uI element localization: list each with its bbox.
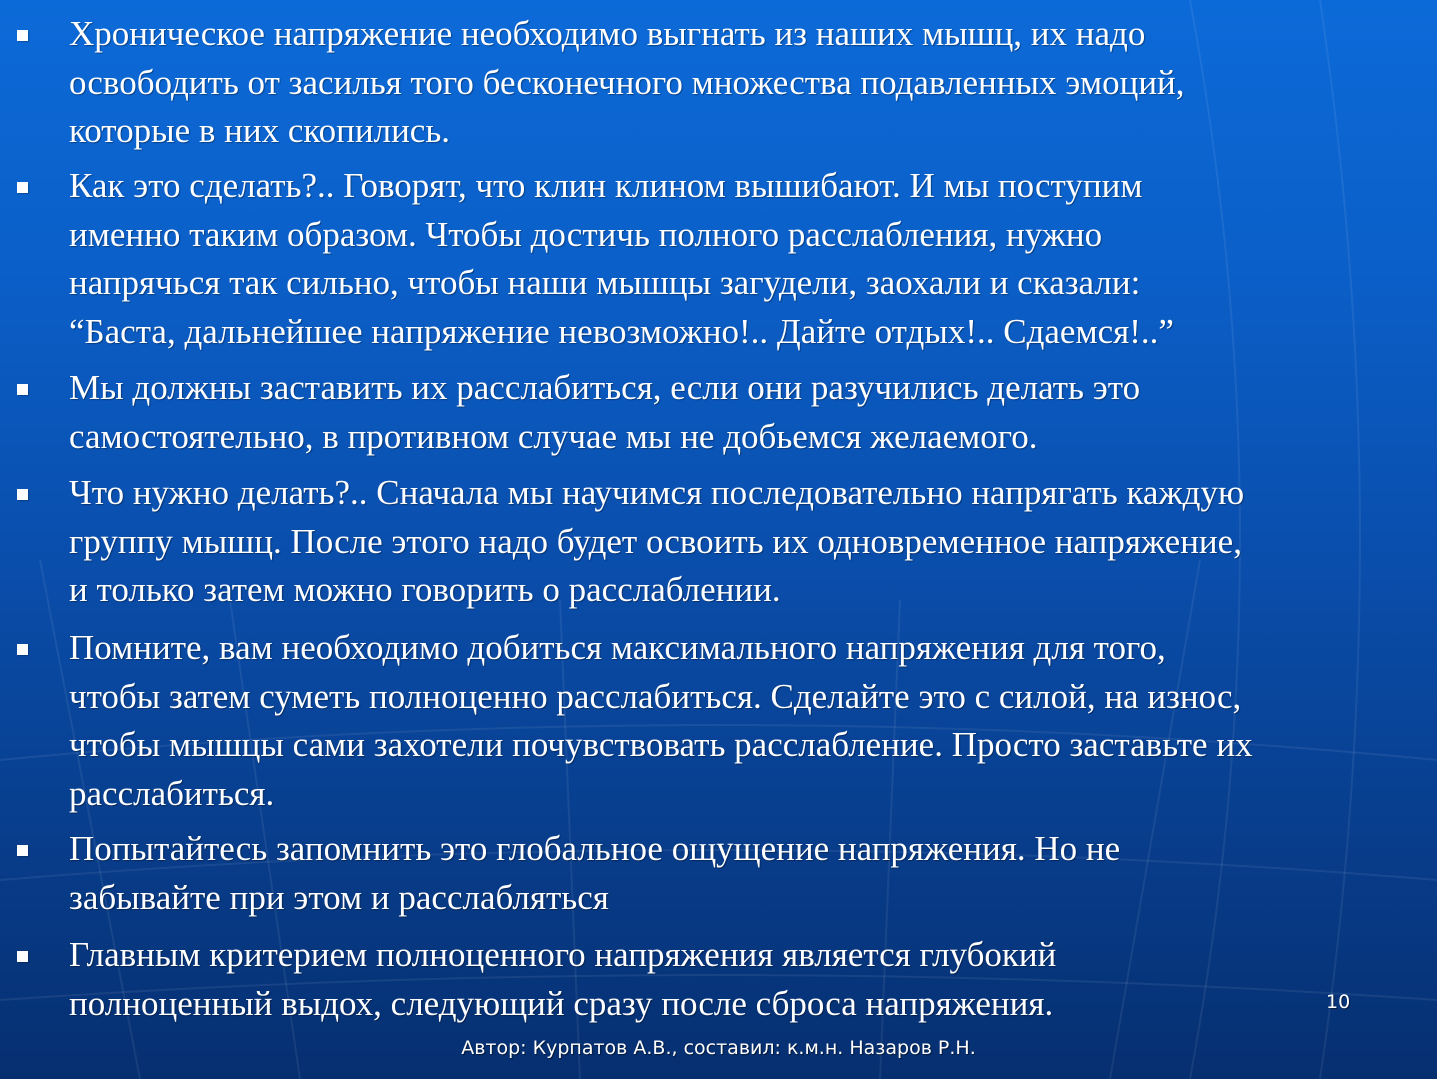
bullet-text: Помните, вам необходимо добиться максимального напряжения для того, чтобы затем суметь полноценно расслабиться. Сделайте это с силой, на износ, чтобы мышцы сами захотели почувствовать расслабление. Просто заставьте их расслабиться.: [69, 628, 1253, 813]
square-bullet-icon: [17, 182, 28, 193]
bullet-text: Попытайтесь запомнить это глобальное ощущение напряжения. Но не забывайте при этом и расслабляться: [69, 829, 1121, 917]
footer-author: Автор: Курпатов А.В., составил: к.м.н. Назаров Р.Н.: [461, 1037, 976, 1059]
bullet-text: Что нужно делать?.. Сначала мы научимся последовательно напрягать каждую группу мышц. После этого надо будет освоить их одновременное напряжение, и только затем можно говорить о расслаблении.: [69, 473, 1245, 609]
square-bullet-icon: [17, 951, 28, 962]
square-bullet-icon: [17, 644, 28, 655]
bullet-text: Хроническое напряжение необходимо выгнать из наших мышц, их надо освободить от засилья того бесконечного множества подавленных эмоций, которые в них скопились.: [69, 14, 1185, 150]
bullet-text: Как это сделать?.. Говорят, что клин клином вышибают. И мы поступим именно таким образом. Чтобы достичь полного расслабления, нужно напрячься так сильно, чтобы наши мышцы загудели, заохали и сказали: “Баста, дальнейшее напряжение невозможно!.. Дайте отдых!.. Сдаемся!..”: [69, 166, 1174, 351]
bullet-text: Главным критерием полноценного напряжения является глубокий полноценный выдох, следующий сразу после сброса напряжения.: [69, 935, 1057, 1023]
square-bullet-icon: [17, 30, 28, 41]
square-bullet-icon: [17, 489, 28, 500]
page-number: 10: [1326, 991, 1351, 1013]
square-bullet-icon: [17, 845, 28, 856]
bullet-text: Мы должны заставить их расслабиться, если они разучились делать это самостоятельно, в противном случае мы не добьемся желаемого.: [69, 368, 1141, 456]
square-bullet-icon: [17, 384, 28, 395]
